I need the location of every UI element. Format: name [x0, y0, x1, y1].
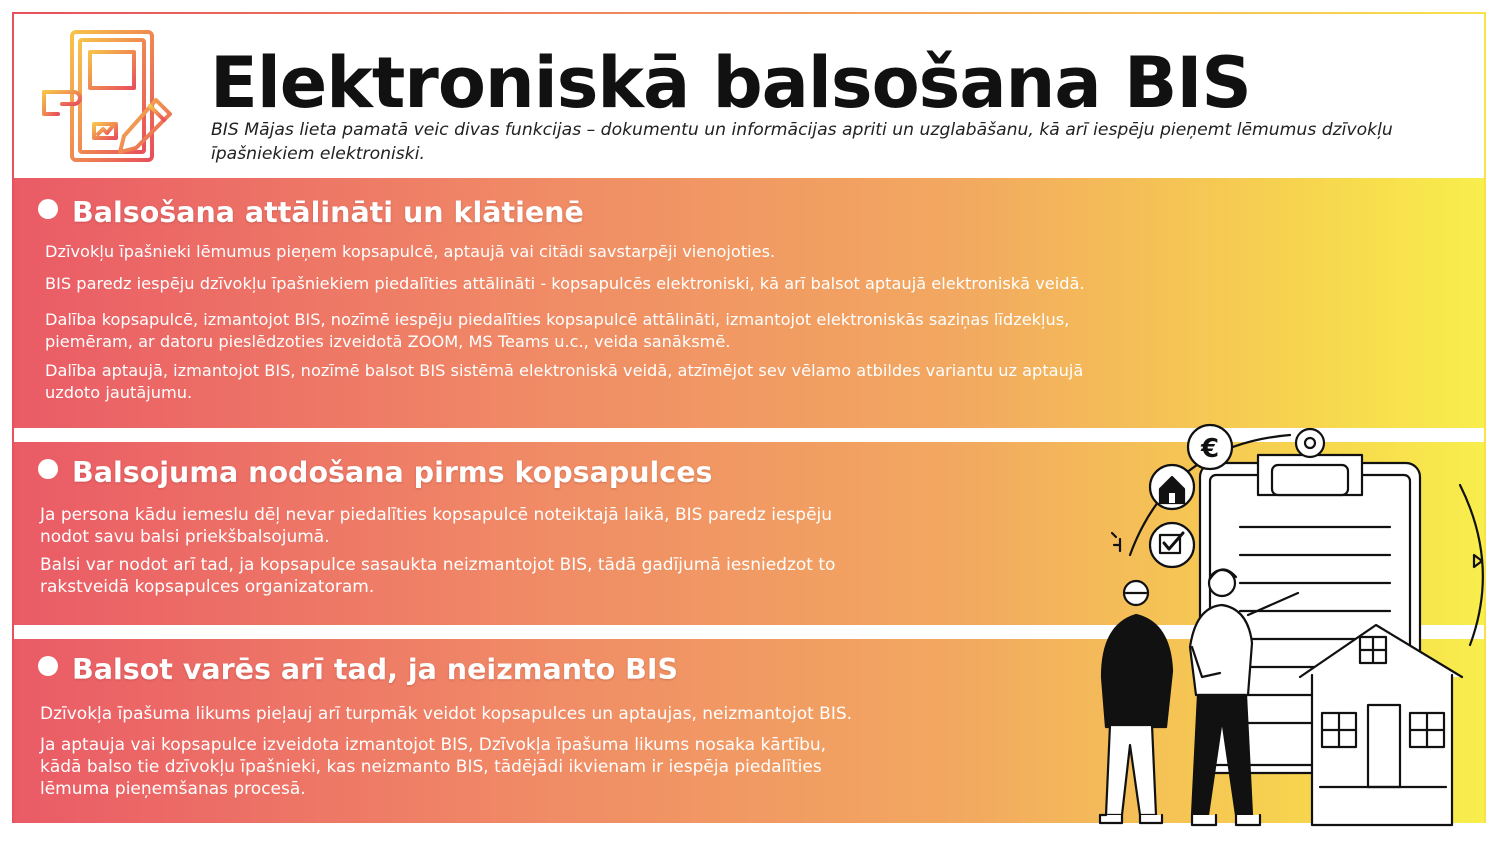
section-paragraph: Dalība aptaujā, izmantojot BIS, nozīmē balsot BIS sistēmā elektroniskā veidā, atzīmējot sev vēlamo atbildes variantu uz aptaujā uzdoto jautājumu. [45, 361, 1084, 402]
bullet-icon [38, 656, 58, 676]
page-title: Elektroniskā balsošana BIS [210, 42, 1251, 124]
section-paragraph: Dzīvokļa īpašuma likums pieļauj arī turpmāk veidot kopsapulces un aptaujas, neizmantojot BIS. [40, 704, 853, 724]
bullet-icon [38, 459, 58, 479]
section-heading: Balsošana attālināti un klātienē [38, 196, 584, 229]
header [14, 14, 1484, 178]
voting-document-icon [38, 26, 178, 166]
section-heading: Balsojuma nodošana pirms kopsapulces [38, 456, 713, 489]
section-paragraph: Ja aptauja vai kopsapulce izveidota izmantojot BIS, Dzīvokļa īpašuma likums nosaka kārtību, kādā balso tie dzīvokļu īpašnieki, kas neizmanto BIS, tādējādi ikvienam ir iespēja piedalīties lēmuma pieņemšanas procesā. [40, 735, 827, 799]
section-paragraph: Ja persona kādu iemeslu dēļ nevar piedalīties kopsapulcē noteiktajā laikā, BIS paredz iespēju nodot savu balsi priekšbalsojumā. [40, 505, 833, 547]
page-subtitle: BIS Mājas lieta pamatā veic divas funkcijas – dokumentu un informācijas apriti un uzglabāšanu, kā arī iespēju pieņemt lēmumus dzīvokļu īpašniekiem elektroniski. [211, 120, 1393, 164]
bullet-icon [38, 199, 58, 219]
section-paragraph: Dzīvokļu īpašnieki lēmumus pieņem kopsapulcē, aptaujā vai citādi savstarpēji vienojoties. [45, 242, 776, 261]
euro-icon: € [1200, 434, 1220, 464]
section-remote-voting [14, 178, 1484, 428]
section-heading: Balsot varēs arī tad, ja neizmanto BIS [38, 653, 678, 686]
section-paragraph: BIS paredz iespēju dzīvokļu īpašniekiem piedalīties attālināti - kopsapulcēs elektroniski, kā arī balsot aptaujā elektroniskā veidā. [45, 274, 1085, 293]
section-paragraph: Dalība kopsapulcē, izmantojot BIS, nozīmē iespēju piedalīties kopsapulcē attālināti, izmantojot elektroniskās saziņas līdzekļus, piemēram, ar datoru pieslēdzoties izveidotā ZOOM, MS Teams u.c., veida sanāksmē. [45, 310, 1070, 351]
voting-illustration [1090, 415, 1490, 835]
section-paragraph: Balsi var nodot arī tad, ja kopsapulce sasaukta neizmantojot BIS, tādā gadījumā iesniedzot to rakstveidā kopsapulces organizatoram. [40, 555, 836, 597]
